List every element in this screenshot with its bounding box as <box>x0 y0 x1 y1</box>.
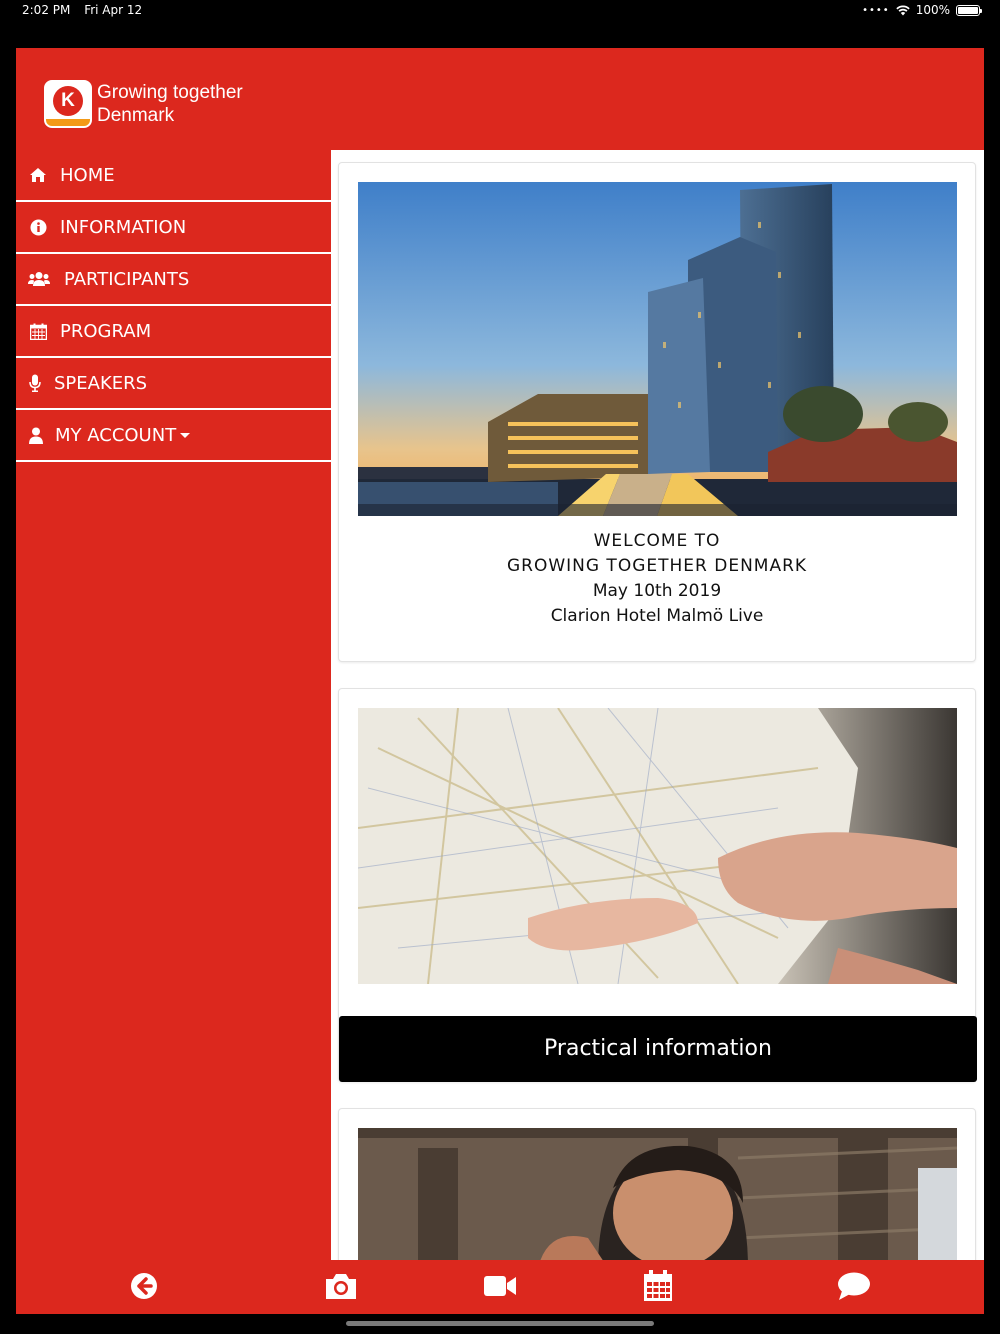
brand-logo[interactable] <box>44 80 92 128</box>
camera-icon[interactable] <box>323 1268 359 1304</box>
user-icon <box>28 425 44 445</box>
video-icon[interactable] <box>482 1268 518 1304</box>
status-bar <box>0 0 1000 48</box>
welcome-line1: WELCOME TO <box>593 531 721 551</box>
home-icon <box>28 165 48 185</box>
calendar-icon[interactable] <box>640 1268 676 1304</box>
welcome-line2: GROWING TOGETHER DENMARK <box>506 556 808 576</box>
users-icon <box>28 269 50 289</box>
sidebar-item-program[interactable] <box>16 306 331 358</box>
sidebar-item-label: SPEAKERS <box>54 372 148 394</box>
bottom-toolbar <box>16 1260 984 1314</box>
chat-icon[interactable] <box>836 1268 872 1304</box>
sidebar-item-speakers[interactable] <box>16 358 331 410</box>
cellular-dots-icon: •••• <box>862 4 890 16</box>
speaker-card <box>338 1108 976 1260</box>
sidebar-item-label: HOME <box>60 164 115 186</box>
brand-line1: Growing together <box>97 82 243 103</box>
main-content <box>331 150 984 1260</box>
event-venue: Clarion Hotel Malmö Live <box>550 606 764 626</box>
app-window <box>16 48 984 1314</box>
home-indicator[interactable] <box>346 1321 654 1326</box>
brand-title <box>97 81 243 127</box>
sidebar-item-information[interactable] <box>16 202 331 254</box>
sidebar-item-my-account[interactable] <box>16 410 331 462</box>
sidebar-item-label: PARTICIPANTS <box>64 268 190 290</box>
battery-icon <box>956 5 980 16</box>
status-left <box>22 3 152 17</box>
brand-line2: Denmark <box>97 105 175 126</box>
welcome-text <box>339 529 975 629</box>
calendar-icon <box>28 321 48 341</box>
welcome-card <box>338 162 976 662</box>
microphone-icon <box>28 373 42 393</box>
logo-letter: K <box>53 86 83 116</box>
chevron-down-icon <box>180 433 190 438</box>
battery-fill <box>958 7 978 14</box>
sidebar-item-label: MY ACCOUNT <box>55 424 177 446</box>
status-date: Fri Apr 12 <box>84 3 143 17</box>
map-photo[interactable] <box>358 708 957 984</box>
practical-info-card <box>338 688 976 1082</box>
app-header <box>16 48 984 150</box>
wifi-icon <box>896 5 910 16</box>
logo-stripe <box>46 119 90 126</box>
info-icon <box>28 217 48 237</box>
status-time: 2:02 PM <box>22 3 71 17</box>
practical-information-button[interactable]: Practical information <box>339 1016 977 1082</box>
back-arrow-icon[interactable] <box>126 1268 162 1304</box>
event-date: May 10th 2019 <box>592 581 722 601</box>
status-right <box>862 3 980 17</box>
battery-percent: 100% <box>915 3 950 17</box>
speaker-photo[interactable] <box>358 1128 957 1260</box>
sidebar-nav <box>16 150 331 462</box>
sidebar-item-label: PROGRAM <box>60 320 152 342</box>
sidebar-item-label: INFORMATION <box>60 216 187 238</box>
sidebar-item-participants[interactable] <box>16 254 331 306</box>
sidebar-item-home[interactable] <box>16 150 331 202</box>
hotel-photo[interactable] <box>358 182 957 516</box>
